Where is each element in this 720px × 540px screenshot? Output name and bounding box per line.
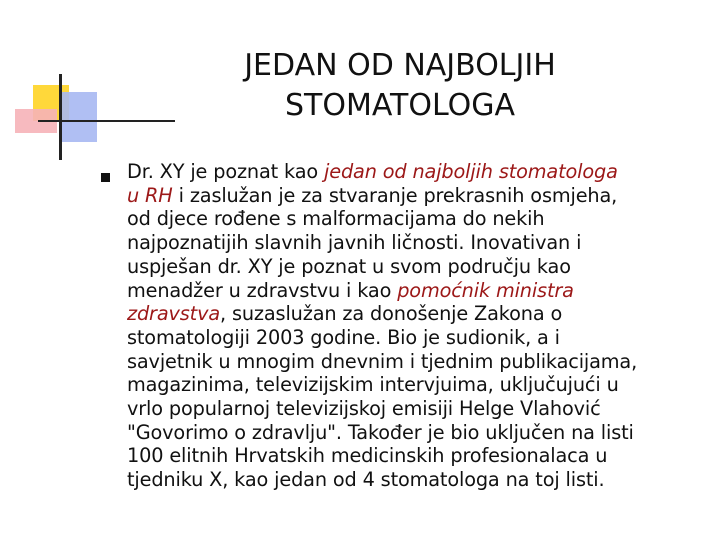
- paragraph-line: magazinima, televizijskim intervjuima, uključujući u: [127, 373, 619, 397]
- paragraph-line: od djece rođene s malformacijama do nekih: [127, 207, 545, 231]
- paragraph-line: tjedniku X, kao jedan od 4 stomatologa na toj listi.: [127, 468, 605, 492]
- highlight-text: zdravstva: [127, 302, 220, 326]
- text-run: i zaslužan je za stvaranje prekrasnih osmjeha,: [172, 183, 618, 207]
- paragraph-line: [127, 302, 709, 326]
- text-run: Dr. XY je poznat kao: [127, 160, 325, 183]
- bullet-paragraph: [127, 160, 709, 492]
- paragraph-line: [127, 279, 709, 303]
- paragraph-line: najpoznatijih slavnih javnih ličnosti. Inovativan i: [127, 231, 582, 255]
- paragraph-line: savjetnik u mnogim dnevnim i tjednim publikacijama,: [127, 349, 638, 373]
- bullet-square-icon: [101, 173, 110, 182]
- highlight-text: jedan od najboljih stomatologa: [324, 160, 618, 183]
- logo-vertical-line: [59, 74, 62, 160]
- paragraph-line: [127, 184, 709, 208]
- paragraph-line: [127, 160, 709, 184]
- paragraph-line: uspješan dr. XY je poznat u svom području kao: [127, 254, 571, 278]
- text-run: menadžer u zdravstvu i kao: [127, 278, 398, 302]
- paragraph-line: "Govorimo o zdravlju". Također je bio uključen na listi: [127, 420, 634, 444]
- paragraph-line: vrlo popularnoj televizijskoj emisiji Helge Vlahović: [127, 397, 601, 421]
- title-line-1: JEDAN OD NAJBOLJIH: [244, 48, 556, 83]
- paragraph-line: stomatologiji 2003 godine. Bio je sudionik, a i: [127, 325, 560, 349]
- logo-blue-square: [61, 92, 97, 142]
- slide-title: [180, 46, 620, 126]
- title-line-2: STOMATOLOGA: [284, 88, 516, 123]
- paragraph-line: 100 elitnih Hrvatskih medicinskih profesionalaca u: [127, 444, 608, 468]
- highlight-text: pomoćnik ministra: [397, 278, 574, 302]
- highlight-text: u RH: [127, 183, 173, 207]
- text-run: , suzaslužan za donošenje Zakona o: [220, 302, 563, 326]
- logo-horizontal-line: [38, 120, 175, 122]
